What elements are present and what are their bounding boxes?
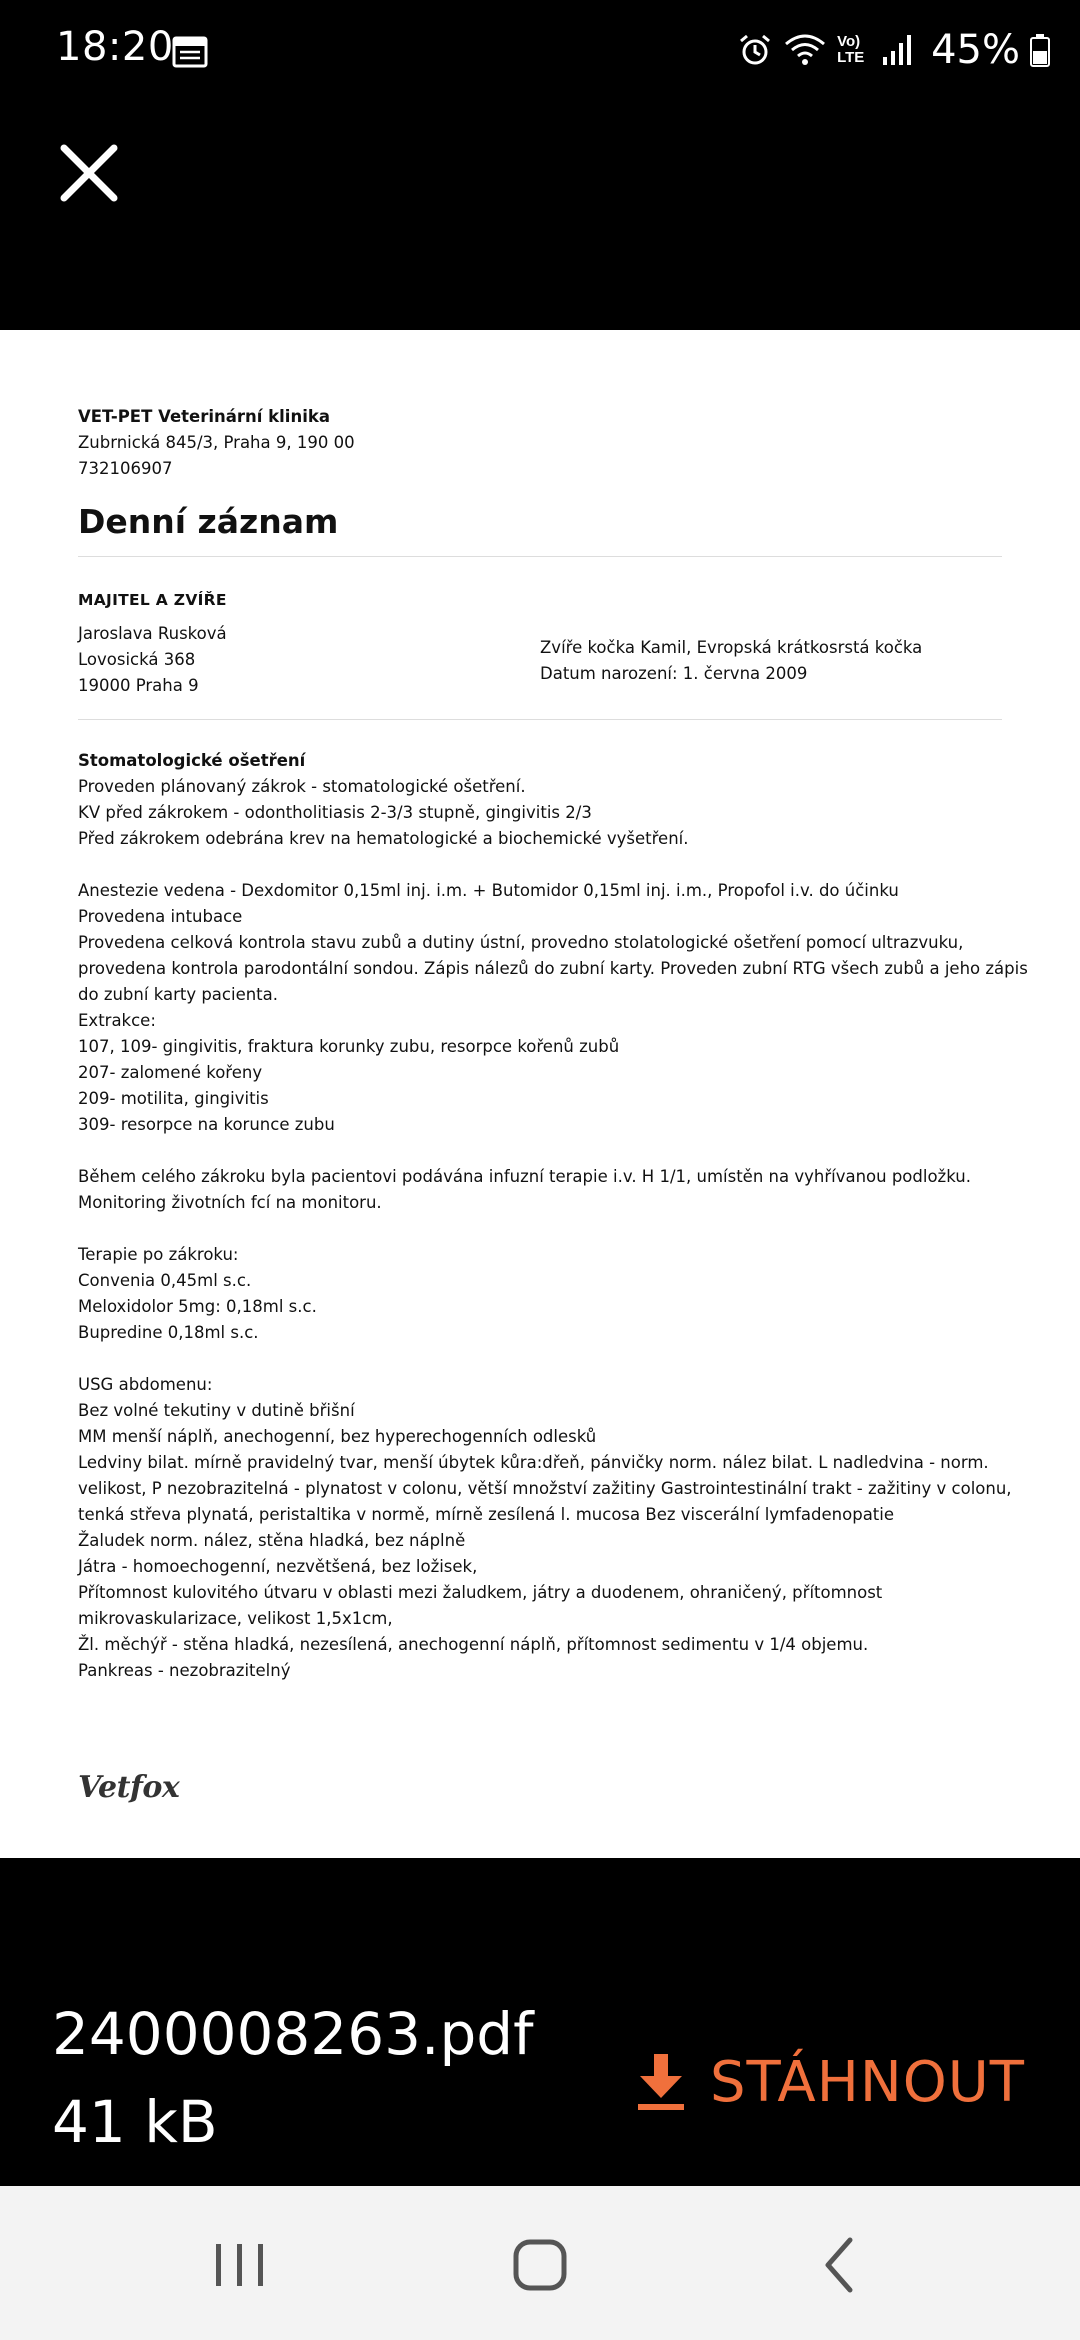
owner-line: Lovosická 368 xyxy=(78,650,196,669)
treatment-line: Během celého zákroku byla pacientovi podávána infuzní terapie i.v. H 1/1, umístěn na vyhřívanou podložku. xyxy=(78,1167,971,1186)
treatment-line: 209- motilita, gingivitis xyxy=(78,1089,269,1108)
treatment-line: Bez volné tekutiny v dutině břišní xyxy=(78,1401,355,1420)
treatment-line: tenká střeva plynatá, peristaltika v normě, mírně zesílená l. mucosa Bez viscerální lymfadenopatie xyxy=(78,1505,895,1524)
status-time: 18:20 xyxy=(56,24,174,70)
status-right xyxy=(737,20,1050,80)
treatment-line: Terapie po zákroku: xyxy=(78,1245,239,1264)
treatment-line: provedena kontrola parodontální sondou. Zápis nálezů do zubní karty. Proveden zubní RTG všech zubů a jeho zápis xyxy=(78,959,1028,978)
treatment-body xyxy=(78,774,1028,1684)
wifi-icon xyxy=(783,32,827,68)
volte-icon: Vo) LTE xyxy=(837,33,865,66)
treatment-line xyxy=(78,1346,1002,1372)
treatment-line: USG abdomenu: xyxy=(78,1375,213,1394)
document-title: Denní záznam xyxy=(78,502,339,541)
treatment-line: Bupredine 0,18ml s.c. xyxy=(78,1323,259,1342)
owner-section-heading: MAJITEL A ZVÍŘE xyxy=(78,591,227,609)
recent-apps-button[interactable] xyxy=(200,2230,280,2300)
download-button[interactable] xyxy=(636,2036,1025,2128)
clinic-phone: 732106907 xyxy=(78,459,173,478)
treatment-line: Játra - homoechogenní, nezvětšená, bez ložisek, xyxy=(78,1557,478,1576)
owner-line: 19000 Praha 9 xyxy=(78,676,199,695)
clinic-name: VET-PET Veterinární klinika xyxy=(78,407,330,426)
treatment-line: Proveden plánovaný zákrok - stomatologické ošetření. xyxy=(78,777,526,796)
navigation-bar xyxy=(0,2186,1080,2340)
status-bar xyxy=(0,0,1080,100)
treatment-line: Žaludek norm. nález, stěna hladká, bez náplně xyxy=(78,1531,466,1550)
pdf-preview[interactable] xyxy=(0,330,1080,1858)
treatment-line: Přítomnost kulovitého útvaru v oblasti mezi žaludkem, játry a duodenem, ohraničený, přítomnost xyxy=(78,1583,883,1602)
owner-info xyxy=(78,621,540,699)
battery-icon xyxy=(1030,33,1050,67)
treatment-line: Žl. měchýř - stěna hladká, nezesílená, anechogenní náplň, přítomnost sedimentu v 1/4 objemu. xyxy=(78,1635,869,1654)
treatment-line xyxy=(78,1138,1002,1164)
treatment-line: Provedena celková kontrola stavu zubů a dutiny ústní, provedno stolatologické ošetření pomocí ultrazvuku, xyxy=(78,933,964,952)
download-icon xyxy=(636,2052,686,2112)
home-button[interactable] xyxy=(500,2230,580,2300)
close-button[interactable] xyxy=(56,140,122,206)
pet-info xyxy=(540,621,922,699)
alarm-icon xyxy=(737,32,773,68)
treatment-line: 309- resorpce na korunce zubu xyxy=(78,1115,335,1134)
pet-line: Zvíře kočka Kamil, Evropská krátkosrstá kočka xyxy=(540,638,923,657)
divider xyxy=(78,556,1002,557)
file-size: 41 kB xyxy=(52,2088,218,2156)
clinic-address: Zubrnická 845/3, Praha 9, 190 00 xyxy=(78,433,355,452)
battery-percent: 45% xyxy=(931,27,1020,73)
treatment-line: mikrovaskularizace, velikost 1,5x1cm, xyxy=(78,1609,393,1628)
treatment-heading: Stomatologické ošetření xyxy=(78,751,306,770)
treatment-line xyxy=(78,852,1002,878)
pet-line: Datum narození: 1. června 2009 xyxy=(540,664,808,683)
treatment-line xyxy=(78,1216,1002,1242)
treatment-line: Monitoring životních fcí na monitoru. xyxy=(78,1193,382,1212)
treatment-line: velikost, P nezobrazitelná - plynatost v colonu, větší množství zažitiny Gastrointestinální trakt - zažitiny v colonu, xyxy=(78,1479,1012,1498)
treatment-line: Meloxidolor 5mg: 0,18ml s.c. xyxy=(78,1297,317,1316)
treatment-line: 107, 109- gingivitis, fraktura korunky zubu, resorpce kořenů zubů xyxy=(78,1037,620,1056)
treatment-line: do zubní karty pacienta. xyxy=(78,985,279,1004)
treatment-line: MM menší náplň, anechogenní, bez hyperechogenních odlesků xyxy=(78,1427,597,1446)
treatment-line: 207- zalomené kořeny xyxy=(78,1063,263,1082)
treatment-line: Provedena intubace xyxy=(78,907,243,926)
divider xyxy=(78,719,1002,720)
download-label: STÁHNOUT xyxy=(710,2049,1025,2115)
treatment-line: Pankreas - nezobrazitelný xyxy=(78,1661,291,1680)
back-button[interactable] xyxy=(800,2230,880,2300)
file-name: 2400008263.pdf xyxy=(52,2000,534,2068)
treatment-line: Před zákrokem odebrána krev na hematologické a biochemické vyšetření. xyxy=(78,829,689,848)
signal-icon xyxy=(881,33,915,67)
calendar-icon xyxy=(172,34,208,68)
treatment-line: Extrakce: xyxy=(78,1011,156,1030)
treatment-line: Convenia 0,45ml s.c. xyxy=(78,1271,252,1290)
treatment-line: Anestezie vedena - Dexdomitor 0,15ml inj. i.m. + Butomidor 0,15ml inj. i.m., Propofol i.v. do účinku xyxy=(78,881,899,900)
vetfox-logo: Vetfox xyxy=(78,1770,180,1805)
owner-line: Jaroslava Rusková xyxy=(78,624,227,643)
treatment-line: KV před zákrokem - odontholitiasis 2-3/3 stupně, gingivitis 2/3 xyxy=(78,803,592,822)
treatment-line: Ledviny bilat. mírně pravidelný tvar, menší úbytek kůra:dřeň, pánvičky norm. nález bilat. L nadledvina - norm. xyxy=(78,1453,989,1472)
